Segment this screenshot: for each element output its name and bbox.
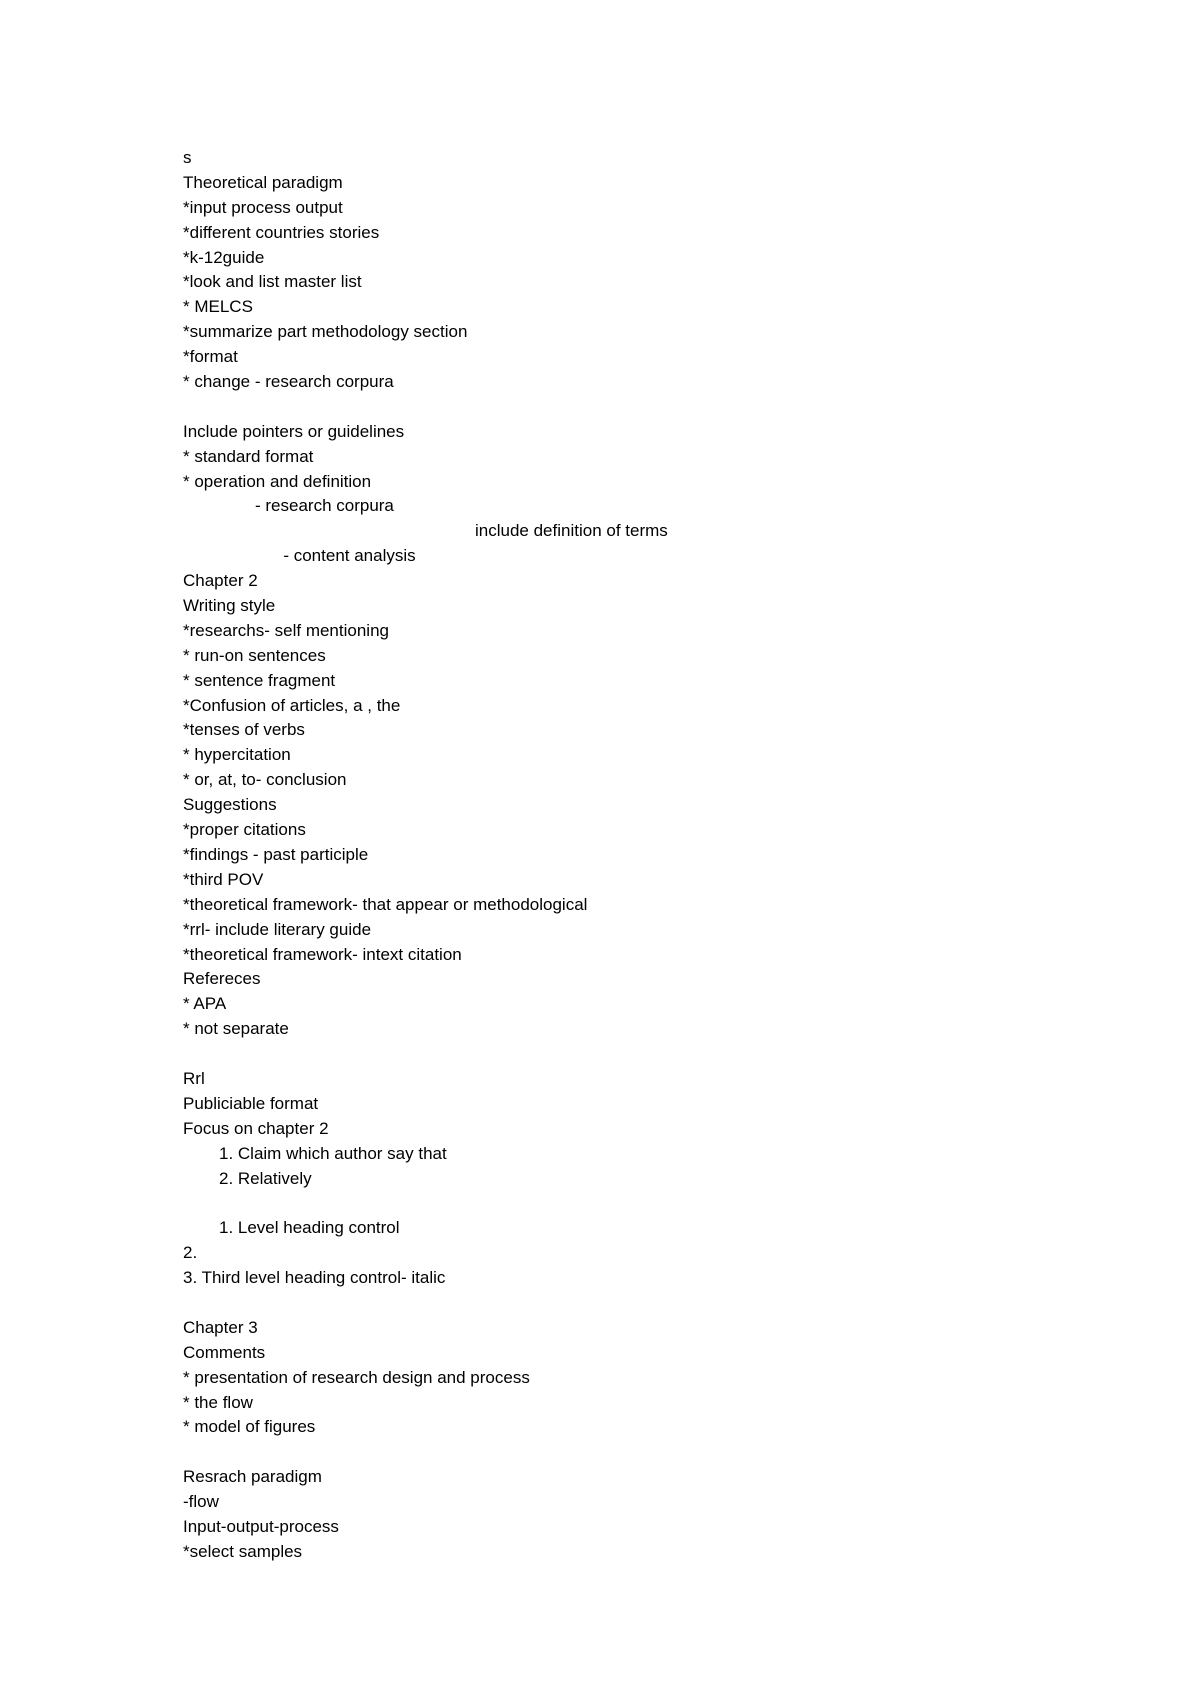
list-item: 1. Level heading control xyxy=(219,1218,400,1238)
text-line: Input-output-process xyxy=(183,1516,339,1536)
text-line: * presentation of research design and process xyxy=(183,1367,530,1387)
text-line: *k-12guide xyxy=(183,247,265,267)
section-heading: Include pointers or guidelines xyxy=(183,421,405,441)
text-line: *Confusion of articles, a , the xyxy=(183,695,401,715)
text-line: * or, at, to- conclusion xyxy=(183,770,347,790)
text-line: *rrl- include literary guide xyxy=(183,919,372,939)
indented-line xyxy=(183,519,1083,566)
text-line: -flow xyxy=(183,1492,219,1512)
text-line: *findings - past participle xyxy=(183,844,369,864)
list-item: 3. Third level heading control- italic xyxy=(183,1268,446,1288)
text-line: *proper citations xyxy=(183,820,306,840)
text-line: * model of figures xyxy=(183,1417,316,1437)
list-item: 2. xyxy=(183,1243,198,1263)
section-heading: Suggestions xyxy=(183,795,277,815)
section-heading: Theoretical paradigm xyxy=(183,172,343,192)
document-body xyxy=(183,146,1083,1565)
blank-line xyxy=(183,395,1083,420)
text-line: *third POV xyxy=(183,869,264,889)
text-line: * not separate xyxy=(183,1019,289,1039)
text-line: Focus on chapter 2 xyxy=(183,1118,329,1138)
blank-line xyxy=(183,1440,1083,1465)
section-heading: Resrach paradigm xyxy=(183,1467,322,1487)
text-line: * sentence fragment xyxy=(183,670,336,690)
text-line: * hypercitation xyxy=(183,745,291,765)
text-line: *tenses of verbs xyxy=(183,720,305,740)
text-line: * APA xyxy=(183,994,227,1014)
text-line: * operation and definition xyxy=(183,471,372,491)
text-line: *theoretical framework- that appear or methodological xyxy=(183,894,588,914)
text-line: * change - research corpura xyxy=(183,372,394,392)
text-line: s xyxy=(183,148,192,167)
indented-line: - research corpura xyxy=(255,496,394,516)
list-item: 2. Relatively xyxy=(219,1168,312,1188)
chapter-heading: Chapter 2 xyxy=(183,571,258,591)
text-line: * standard format xyxy=(183,446,314,466)
blank-line xyxy=(183,1291,1083,1316)
indented-text: - content analysis xyxy=(283,546,416,566)
text-line: *summarize part methodology section xyxy=(183,322,468,342)
section-heading: Rrl xyxy=(183,1068,205,1088)
text-line: * run-on sentences xyxy=(183,645,326,665)
blank-line xyxy=(183,1191,1083,1216)
text-line: *researchs- self mentioning xyxy=(183,620,389,640)
text-line: *format xyxy=(183,347,238,367)
text-line: * the flow xyxy=(183,1392,253,1412)
section-heading: Refereces xyxy=(183,969,261,989)
text-line: *input process output xyxy=(183,197,343,217)
section-heading: Comments xyxy=(183,1342,266,1362)
blank-line xyxy=(183,1042,1083,1067)
text-line: * MELCS xyxy=(183,297,253,317)
text-line: Publiciable format xyxy=(183,1093,319,1113)
text-line: *select samples xyxy=(183,1541,303,1561)
side-note: include definition of terms xyxy=(475,521,668,541)
text-line: *theoretical framework- intext citation xyxy=(183,944,462,964)
list-item: 1. Claim which author say that xyxy=(219,1143,447,1163)
text-line: *look and list master list xyxy=(183,272,362,292)
text-line: *different countries stories xyxy=(183,222,380,242)
section-heading: Writing style xyxy=(183,596,276,616)
chapter-heading: Chapter 3 xyxy=(183,1317,258,1337)
